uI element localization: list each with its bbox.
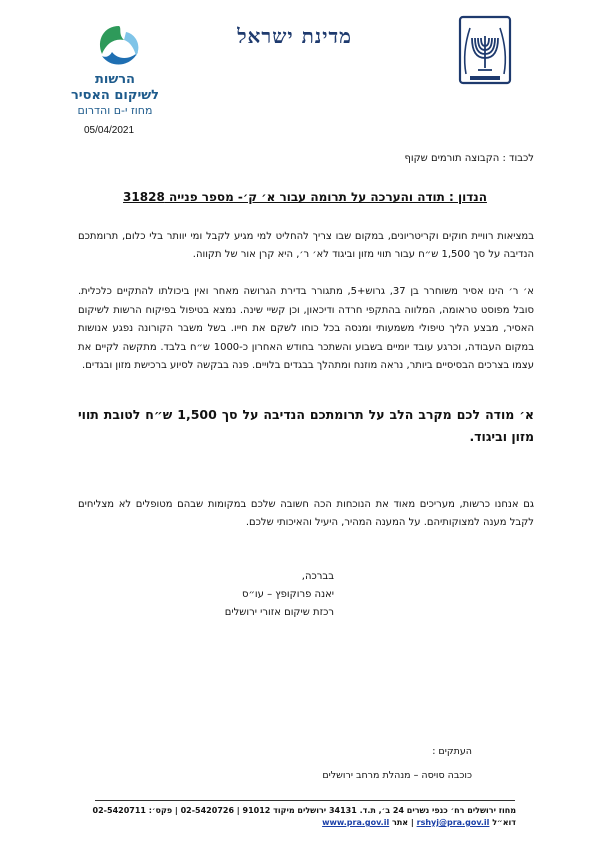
authority-name-line1: הרשות — [95, 72, 135, 87]
footer-divider — [95, 800, 515, 801]
footer-email-label: דוא״ל — [492, 818, 516, 827]
body-paragraph-1: במציאות רוויית חוקים וקריטריונים, במקום שבו צריך להחליט למי מגיע לקבל ומי יוותר בלי כלום, תרומתכם הנדיבה על סך 1,500 ש״ח עבור תווי מזון וביגוד לא׳ ר׳, היא קרן אור של תקווה. — [78, 231, 534, 260]
footer-site-link[interactable]: www.pra.gov.il — [322, 818, 390, 827]
copies-label: העתקים : — [432, 746, 472, 757]
subject-line: הנדון : תודה והערכה על תרומה עבור א׳ ק׳- מספר פנייה 31828 — [123, 190, 487, 204]
footer-address: מחוז ירושלים רח׳ כנפי נשרים 24 ב׳, ת.ד. 34131 ירושלים מיקוד 91012 | 02-5420726 | פקס׳: 02-5420711 — [92, 806, 516, 815]
state-emblem-icon — [456, 14, 514, 92]
closing-greeting: בברכה, — [301, 571, 334, 582]
signer-title: רכזת שיקום אזורי ירושלים — [224, 607, 334, 618]
body-paragraph-2: א׳ ר׳ הינו אסיר משוחרר בן 37, גרוש+5, מתגורר בדירת הגרושה מאחר ואין ביכולתו להתקיים כלכלית. סובל מפוסט טראומה, המלווה בהתקפי חרדה ודיכאון, וכן קשיי שינה. נמצא בטיפול בפיקוח הרשות לשיקום האסיר, מבצע הליך טיפולי משמעותי ומנסה בכל כוחו לשקם את חייו. בשל משבר הקורונה נפגע אנושות במקום העבודה, וכרגע עובד יומיים בשבוע והשתכר בחודש האחרון כ-1000 ש״ח בלבד. מתקשה לקיים את עצמו בצרכים הבסיסיים ביותר, נראה מוזנח ומתהלך בבגדים בלויים. פנה בבקשה לסיוע ברכישת מזון ובגדים. — [78, 286, 534, 371]
body-paragraph-4: גם אנחנו כרשות, מעריכים מאוד את הנוכחות הכה חשובה שלכם במקומות שבהם מטופלים לא מצליחים לקבל מענה למצוקותיהם. על המענה המהיר, היעיל והאיכותי שלכם. — [78, 499, 534, 528]
authority-name — [70, 72, 160, 104]
authority-name-line2: לשיקום האסיר — [70, 88, 160, 103]
footer-contacts: דוא״ל rshyj@pra.gov.il | אתר www.pra.gov.il — [322, 818, 516, 827]
signature-block — [225, 568, 334, 622]
thanks-paragraph: א׳ מודה לכם מקרב הלב על תרומתכם הנדיבה על סך 1,500 ש״ח לטובת תווי מזון וביגוד. — [78, 407, 534, 444]
authority-logo-icon — [90, 22, 148, 70]
footer-email-link[interactable]: rshyj@pra.gov.il — [416, 818, 490, 827]
state-title: מדינת ישראל — [237, 24, 352, 48]
signer-name: יאנה פרוקופץ – עו״ס — [242, 589, 334, 600]
footer-site-label: אתר — [392, 818, 409, 827]
letter-date: 05/04/2021 — [84, 125, 135, 136]
copies-recipient: כוכבה סויסה – מנהלת מרחב ירושלים — [322, 770, 472, 781]
recipient-line: לכבוד : הקבוצה תורמים שקוף — [404, 153, 534, 164]
copies-block — [322, 740, 472, 788]
authority-region: מחוז י-ם והדרום — [77, 104, 153, 117]
